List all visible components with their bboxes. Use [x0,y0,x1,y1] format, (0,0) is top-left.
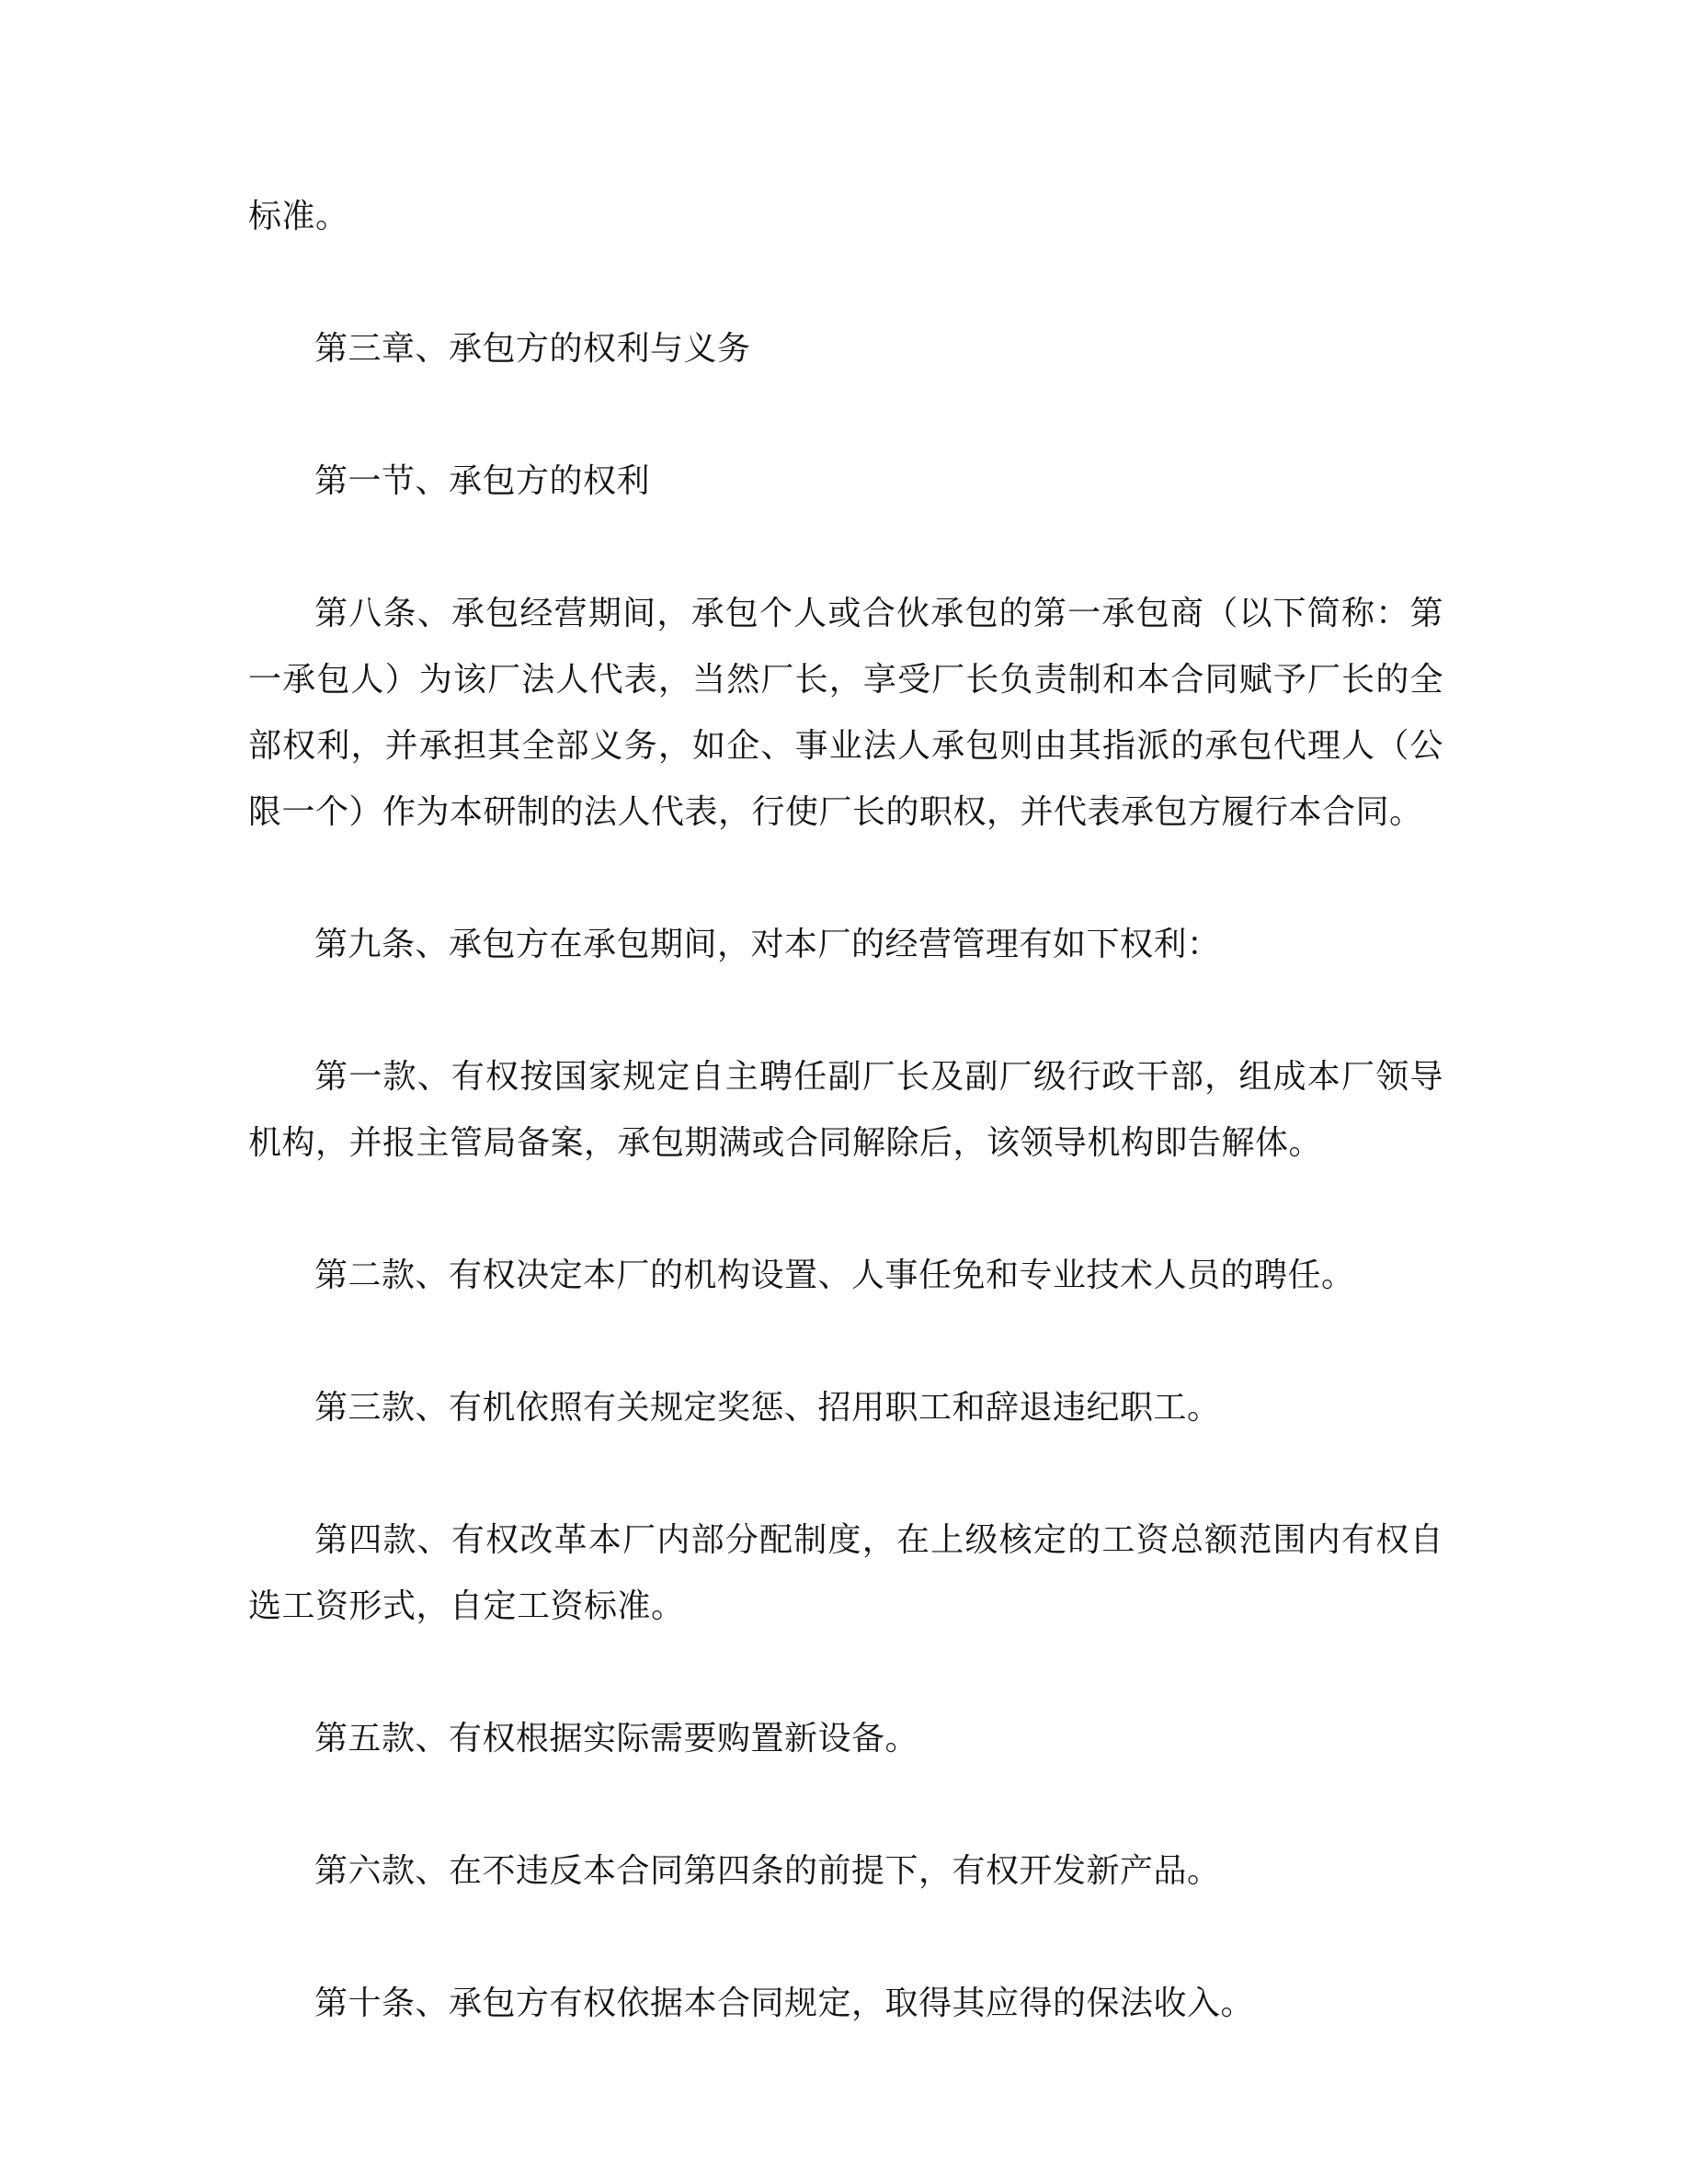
article-10: 第十条、承包方有权依据本合同规定，取得其应得的保法收入。 [314,1985,1255,2022]
section-heading: 第一节、承包方的权利 [314,462,651,500]
chapter-heading: 第三章、承包方的权利与义务 [314,330,751,368]
paragraph-continuation: 标准。 [248,198,349,235]
clause-2: 第二款、有权决定本厂的机构设置、人事任免和专业技术人员的聘任。 [314,1257,1355,1294]
article-9: 第九条、承包方在承包期间，对本厂的经营管理有如下权利： [314,926,1221,963]
article-8: 第八条、承包经营期间，承包个人或合伙承包的第一承包商（以下简称：第一承包人）为该厂法人代表，当然厂长，享受厂长负责制和本合同赋予厂长的全部权利，并承担其全部义务，如企、事业法人承包则由其指派的承包代理人（公限一个）作为本研制的法人代表，行使厂长的职权，并代表承包方履行本合同。 [248,595,1443,831]
document-body [248,184,1443,2103]
clause-5: 第五款、有权根据实际需要购置新设备。 [314,1720,919,1757]
clause-6: 第六款、在不违反本合同第四条的前提下，有权开发新产品。 [314,1852,1221,1890]
clause-3: 第三款、有机依照有关规定奖惩、招用职工和辞退违纪职工。 [314,1389,1221,1427]
clause-4: 第四款、有权改革本厂内部分配制度，在上级核定的工资总额范围内有权自选工资形式，自定工资标准。 [248,1521,1443,1625]
clause-1: 第一款、有权按国家规定自主聘任副厂长及副厂级行政干部，组成本厂领导机构，并报主管局备案，承包期满或合同解除后，该领导机构即告解体。 [248,1058,1443,1162]
